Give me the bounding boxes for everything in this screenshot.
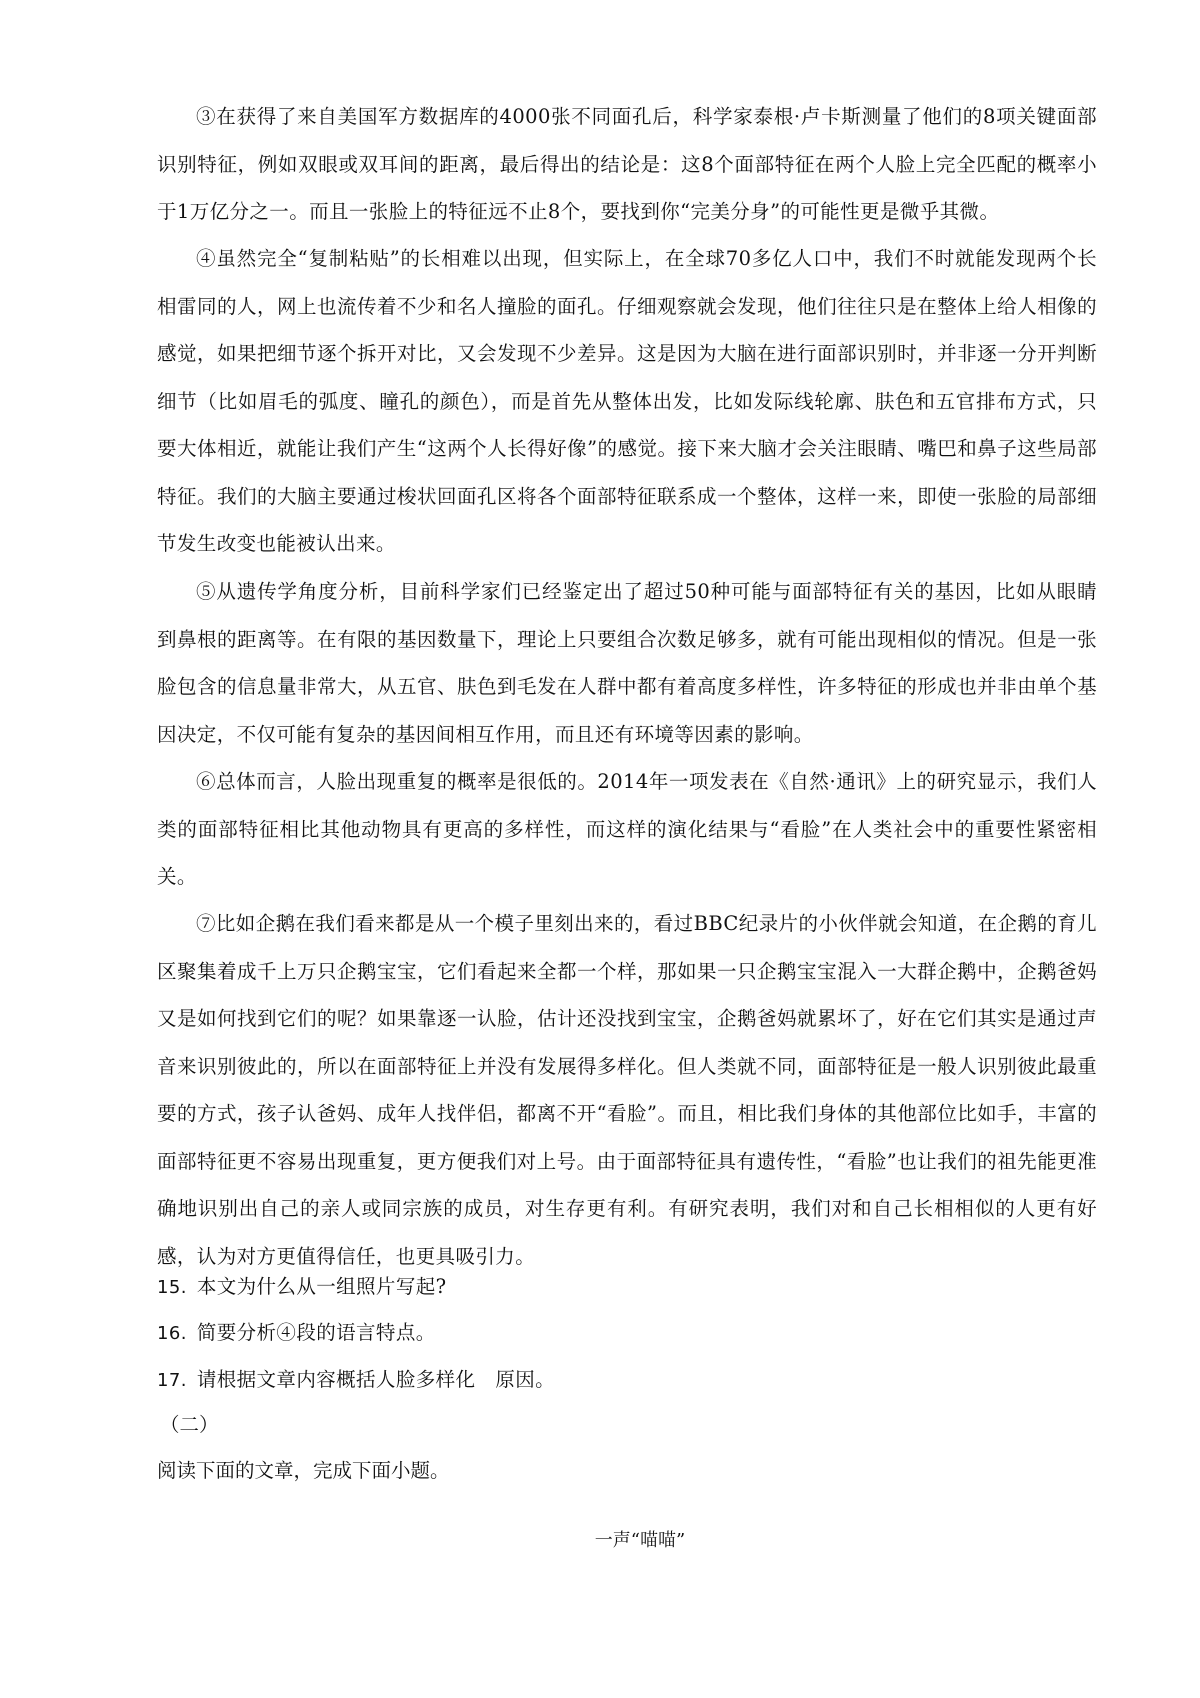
question-16 [157, 1318, 1097, 1349]
question-text: 请根据文章内容概括人脸多样化 原因。 [196, 1368, 556, 1391]
paragraph-4: ④虽然完全“复制粘贴”的长相难以出现，但实际上，在全球70多亿人口中，我们不时就能发现两个长相雷同的人，网上也流传着不少和名人撞脸的面孔。仔细观察就会发现，他们往往只是在整体上给人相像的感觉，如果把细节逐个拆开对比，又会发现不少差异。这是因为大脑在进行面部识别时，并非逐一分开判断细节（比如眉毛的弧度、瞳孔的颜色），而是首先从整体出发，比如发际线轮廓、肤色和五官排布方式，只要大体相近，就能让我们产生“这两个人长得好像”的感觉。接下来大脑才会关注眼睛、嘴巴和鼻子这些局部特征。我们的大脑主要通过梭状回面孔区将各个面部特征联系成一个整体，这样一来，即使一张脸的局部细节发生改变也能被认出来。 [157, 247, 1097, 555]
section-label: （二） [160, 1413, 219, 1436]
paragraph-7: ⑦比如企鹅在我们看来都是从一个模子里刻出来的，看过BBC纪录片的小伙伴就会知道，在企鹅的育儿区聚集着成千上万只企鹅宝宝，它们看起来全都一个样，那如果一只企鹅宝宝混入一大群企鹅中，企鹅爸妈又是如何找到它们的呢？如果靠逐一认脸，估计还没找到宝宝，企鹅爸妈就累坏了，好在它们其实是通过声音来识别彼此的，所以在面部特征上并没有发展得多样化。但人类就不同，面部特征是一般人识别彼此最重要的方式，孩子认爸妈、成年人找伴侣，都离不开“看脸”。而且，相比我们身体的其他部位比如手，丰富的面部特征更不容易出现重复，更方便我们对上号。由于面部特征具有遗传性，“看脸”也让我们的祖先能更准确地识别出自己的亲人或同宗族的成员，对生存更有利。有研究表明，我们对和自己长相相似的人更有好感，认为对方更值得信任，也更具吸引力。 [157, 912, 1097, 1268]
story-title: 一声“喵喵” [594, 1530, 686, 1551]
question-text: 简要分析④段的语言特点。 [196, 1321, 436, 1344]
paragraph-3: ③在获得了来自美国军方数据库的4000张不同面孔后，科学家泰根·卢卡斯测量了他们的8项关键面部识别特征，例如双眼或双耳间的距离，最后得出的结论是：这8个面部特征在两个人脸上完全匹配的概率小于1万亿分之一。而且一张脸上的特征远不止8个，要找到你“完美分身”的可能性更是微乎其微。 [157, 105, 1097, 223]
paragraph-5: ⑤从遗传学角度分析，目前科学家们已经鉴定出了超过50种可能与面部特征有关的基因，比如从眼睛到鼻根的距离等。在有限的基因数量下，理论上只要组合次数足够多，就有可能出现相似的情况。但是一张脸包含的信息量非常大，从五官、肤色到毛发在人群中都有着高度多样性，许多特征的形成也并非由单个基因决定，不仅可能有复杂的基因间相互作用，而且还有环境等因素的影响。 [157, 580, 1097, 746]
question-15 [157, 1272, 1097, 1303]
question-17 [157, 1365, 1097, 1396]
paragraph-6: ⑥总体而言，人脸出现重复的概率是很低的。2014年一项发表在《自然·通讯》上的研究显示，我们人类的面部特征相比其他动物具有更高的多样性，而这样的演化结果与“看脸”在人类社会中的重要性紧密相关。 [157, 770, 1097, 888]
question-number: 16. [157, 1323, 187, 1344]
question-number: 15. [157, 1277, 187, 1298]
question-text: 本文为什么从一组照片写起? [196, 1275, 447, 1298]
question-number: 17. [157, 1370, 187, 1391]
reading-instruction: 阅读下面的文章，完成下面小题。 [157, 1459, 450, 1482]
